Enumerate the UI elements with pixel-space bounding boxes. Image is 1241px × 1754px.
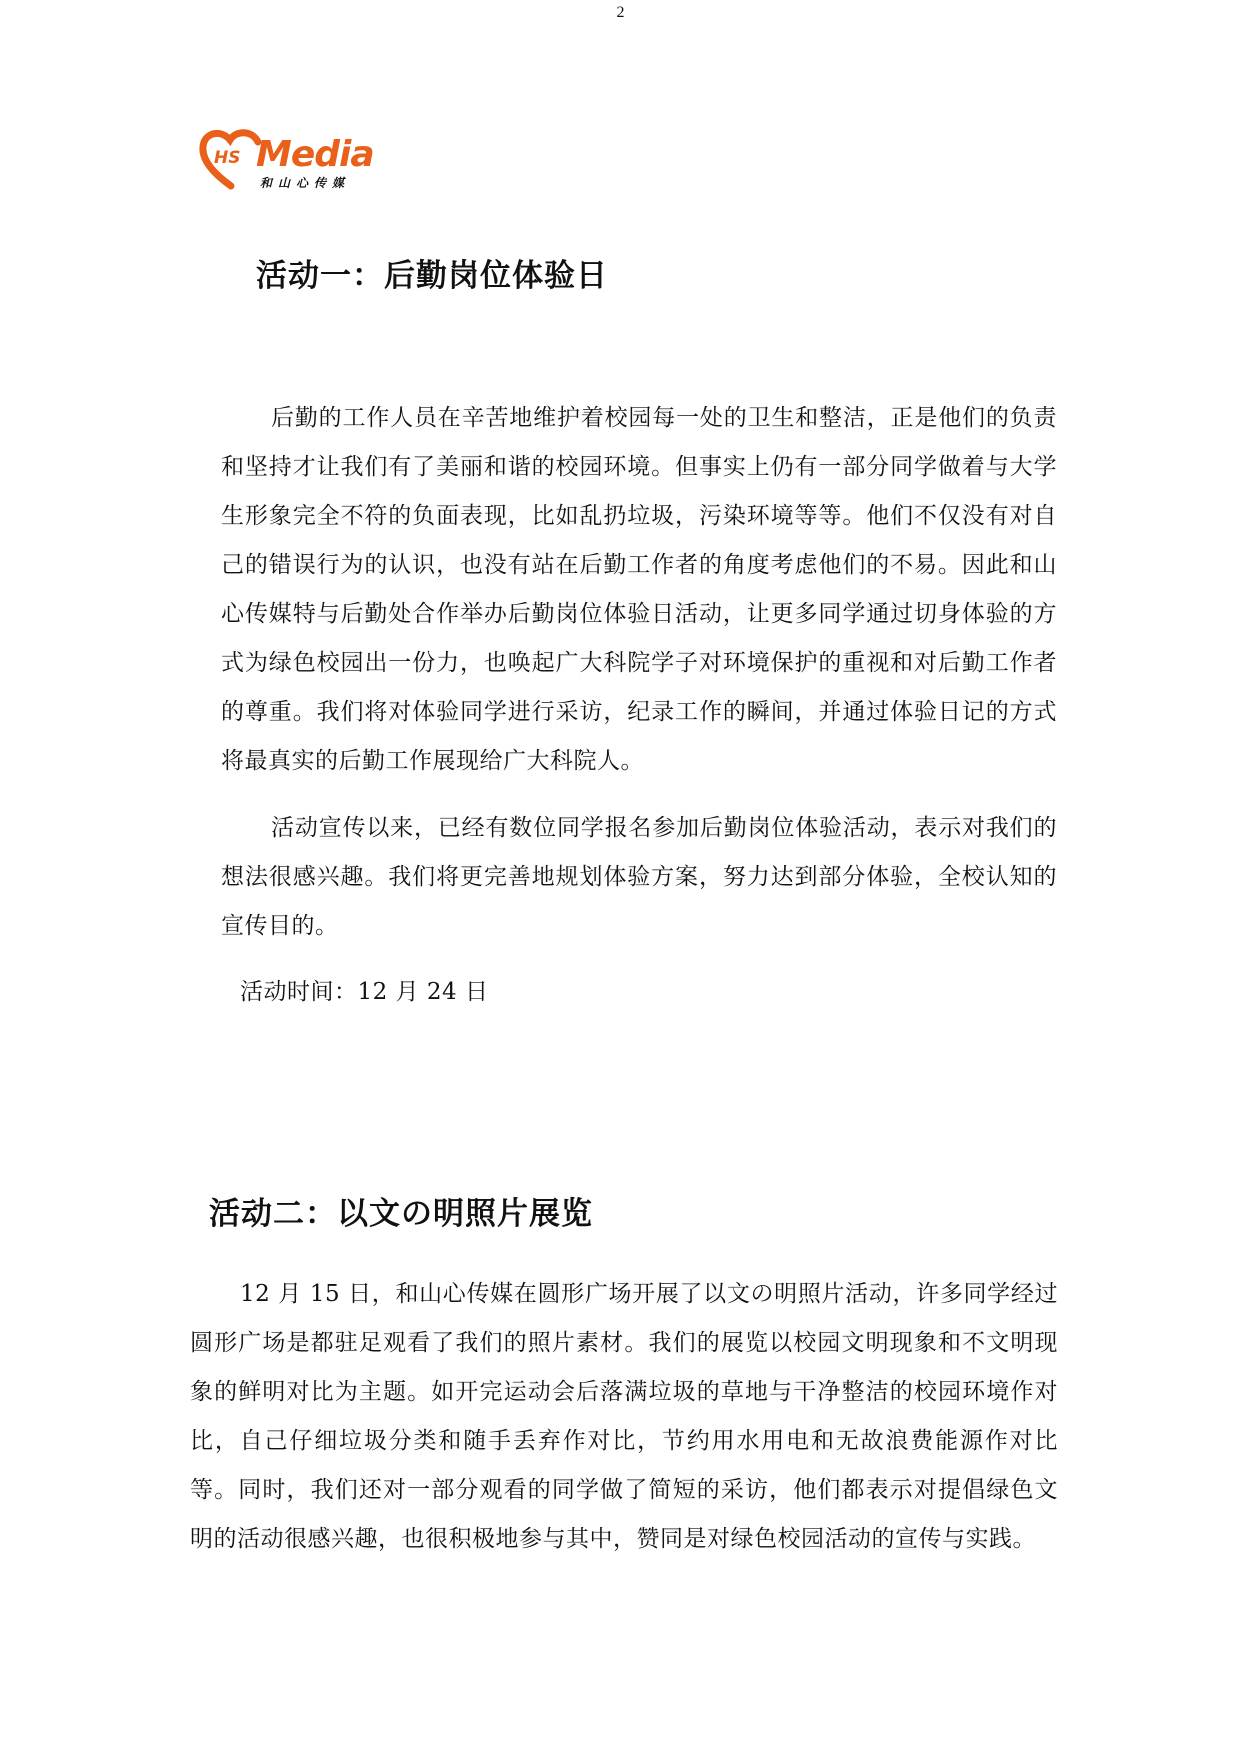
section1-paragraph-1: 后勤的工作人员在辛苦地维护着校园每一处的卫生和整洁，正是他们的负责和坚持才让我们有了美丽和谐的校园环境。但事实上仍有一部分同学做着与大学生形象完全不符的负面表现，比如乱扔垃圾，污染环境等等。他们不仅没有对自己的错误行为的认识，也没有站在后勤工作者的角度考虑他们的不易。因此和山心传媒特与后勤处合作举办后勤岗位体验日活动，让更多同学通过切身体验的方式为绿色校园出一份力，也唤起广大科院学子对环境保护的重视和对后勤工作者的尊重。我们将对体验同学进行采访，纪录工作的瞬间，并通过体验日记的方式将最真实的后勤工作展现给广大科院人。 (221, 405, 1057, 774)
logo-subtitle: 和山心传媒 (260, 176, 351, 190)
section1-title: 活动一：后勤岗位体验日 (256, 258, 608, 294)
section1-paragraph-2: 活动宣传以来，已经有数位同学报名参加后勤岗位体验活动，表示对我们的想法很感兴趣。我们将更完善地规划体验方案，努力达到部分体验，全校认知的宣传目的。 (221, 815, 1057, 939)
logo-mark: HS (214, 148, 241, 168)
logo-wordmark: Media (256, 134, 374, 175)
company-logo (196, 124, 376, 194)
section2-title: 活动二：以文の明照片展览 (209, 1196, 593, 1232)
section1-activity-time: 活动时间：12 月 24 日 (240, 979, 489, 1005)
section2-paragraph: 12 月 15 日，和山心传媒在圆形广场开展了以文の明照片活动，许多同学经过圆形广场是都驻足观看了我们的照片素材。我们的展览以校园文明现象和不文明现象的鲜明对比为主题。如开完运动会后落满垃圾的草地与干净整洁的校园环境作对比，自己仔细垃圾分类和随手丢弃作对比，节约用水用电和无故浪费能源作对比等。同时，我们还对一部分观看的同学做了简短的采访，他们都表示对提倡绿色文明的活动很感兴趣，也很积极地参与其中，赞同是对绿色校园活动的宣传与实践。 (190, 1281, 1058, 1552)
page-number: 2 (616, 4, 625, 21)
